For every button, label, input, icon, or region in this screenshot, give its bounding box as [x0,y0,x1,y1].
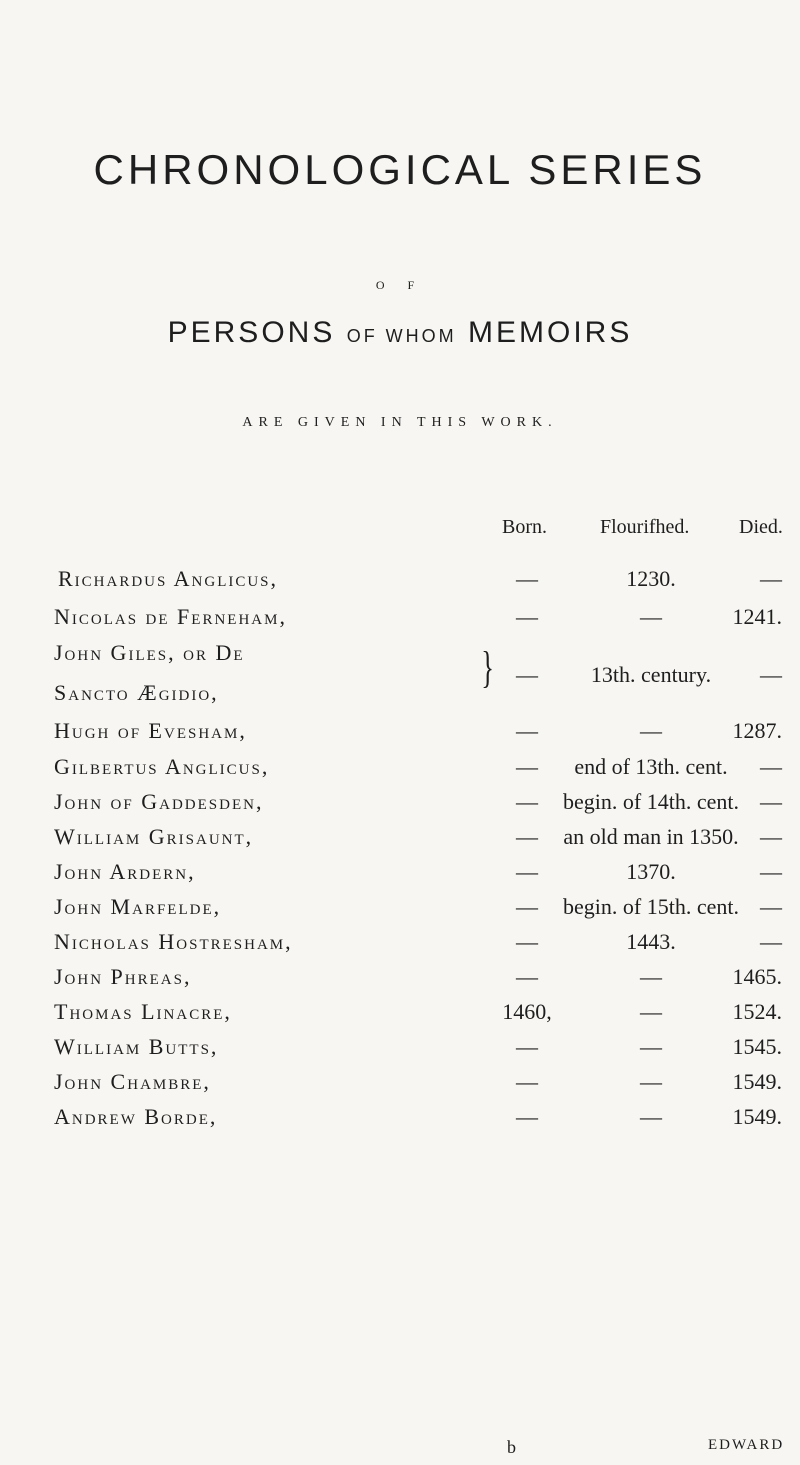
entry-born: — [516,929,538,954]
entry-flourished: begin. of 15th. cent. [563,894,739,919]
entry-name: Andrew Borde, [54,1104,218,1129]
entry-flourished: 13th. century. [590,662,712,687]
entry-died: — [760,859,782,884]
title-of: O F [375,278,425,292]
title-of-whom: OF WHOM [346,326,457,346]
entry-flourished: — [640,1069,662,1094]
entry-died: 1549. [732,1069,782,1094]
entry-row [0,754,800,794]
entry-row-second-line [0,680,800,720]
entry-flourished: — [640,604,662,629]
entry-born: — [516,566,538,591]
entry-flourished: 1230. [626,566,676,591]
entry-row [0,604,800,644]
entry-name: John Phreas, [54,964,192,989]
entry-born: — [516,662,538,687]
catchword: EDWARD [708,1437,785,1453]
entry-name: Nicholas Hostresham, [54,929,293,954]
entry-died: — [760,789,782,814]
entry-flourished: — [640,1034,662,1059]
entry-name: John Chambre, [54,1069,211,1094]
entry-name: Gilbertus Anglicus, [54,754,270,779]
entry-name: Thomas Linacre, [54,999,232,1024]
entry-died: 1241. [732,604,782,629]
entry-died: 1549. [732,1104,782,1129]
entry-name: Nicolas de Ferneham, [54,604,287,629]
entry-born: — [516,1104,538,1129]
entry-born: — [516,1034,538,1059]
entry-died: — [760,894,782,919]
entry-row [0,859,800,899]
entry-born: — [516,604,538,629]
entry-row [0,964,800,1004]
entry-died: 1465. [732,964,782,989]
column-header-born: Born. [502,516,547,538]
brace-icon: } [481,643,494,692]
entry-row [0,1104,800,1144]
entry-name: John of Gaddesden, [54,789,264,814]
entry-died: — [760,662,782,687]
entry-born: — [516,718,538,743]
entry-flourished: begin. of 14th. cent. [563,789,739,814]
entry-born: — [516,789,538,814]
entry-born: — [516,824,538,849]
title-persons-memoirs [0,316,800,350]
entry-flourished: — [640,718,662,743]
title-chronological-series: CHRONOLOGICAL SERIES [93,146,707,193]
entry-flourished: — [640,1104,662,1129]
entry-row [0,566,800,606]
title-persons: PERSONS [167,316,336,349]
column-header-flourished: Flourifhed. [600,516,690,538]
entry-born: — [516,754,538,779]
entry-died: 1287. [732,718,782,743]
entry-row [0,718,800,758]
entry-flourished: an old man in 1350. [563,824,739,849]
entry-born: — [516,859,538,884]
entry-name: William Butts, [54,1034,219,1059]
entry-born: — [516,894,538,919]
entry-flourished: end of 13th. cent. [574,754,728,779]
entry-row [0,1034,800,1074]
entry-born: — [516,964,538,989]
entry-name: William Grisaunt, [54,824,254,849]
entry-name: John Marfelde, [54,894,222,919]
entry-died: — [760,929,782,954]
title-given-in-work: ARE GIVEN IN THIS WORK. [242,415,558,430]
entry-died: — [760,824,782,849]
entry-flourished: 1370. [626,859,676,884]
entry-name: John Giles, or De [54,640,245,665]
entry-row [0,999,800,1039]
entry-flourished: — [640,964,662,989]
entry-flourished: — [640,999,662,1024]
entry-died: — [760,566,782,591]
entry-died: — [760,754,782,779]
column-header-died: Died. [739,516,783,538]
entry-born: 1460, [502,999,552,1024]
entry-name: Hugh of Evesham, [54,718,247,743]
entry-died: 1524. [732,999,782,1024]
entry-name-continued: Sancto Ægidio, [54,680,219,705]
entry-row [0,929,800,969]
entry-row [0,1069,800,1109]
entry-row [0,789,800,829]
entry-born: — [516,1069,538,1094]
entry-flourished: 1443. [626,929,676,954]
entry-died: 1545. [732,1034,782,1059]
title-memoirs: MEMOIRS [468,316,633,349]
entry-row [0,824,800,864]
entry-name: Richardus Anglicus, [58,566,279,591]
signature-mark: b [507,1437,516,1457]
entry-row [0,894,800,934]
entry-name: John Ardern, [54,859,196,884]
